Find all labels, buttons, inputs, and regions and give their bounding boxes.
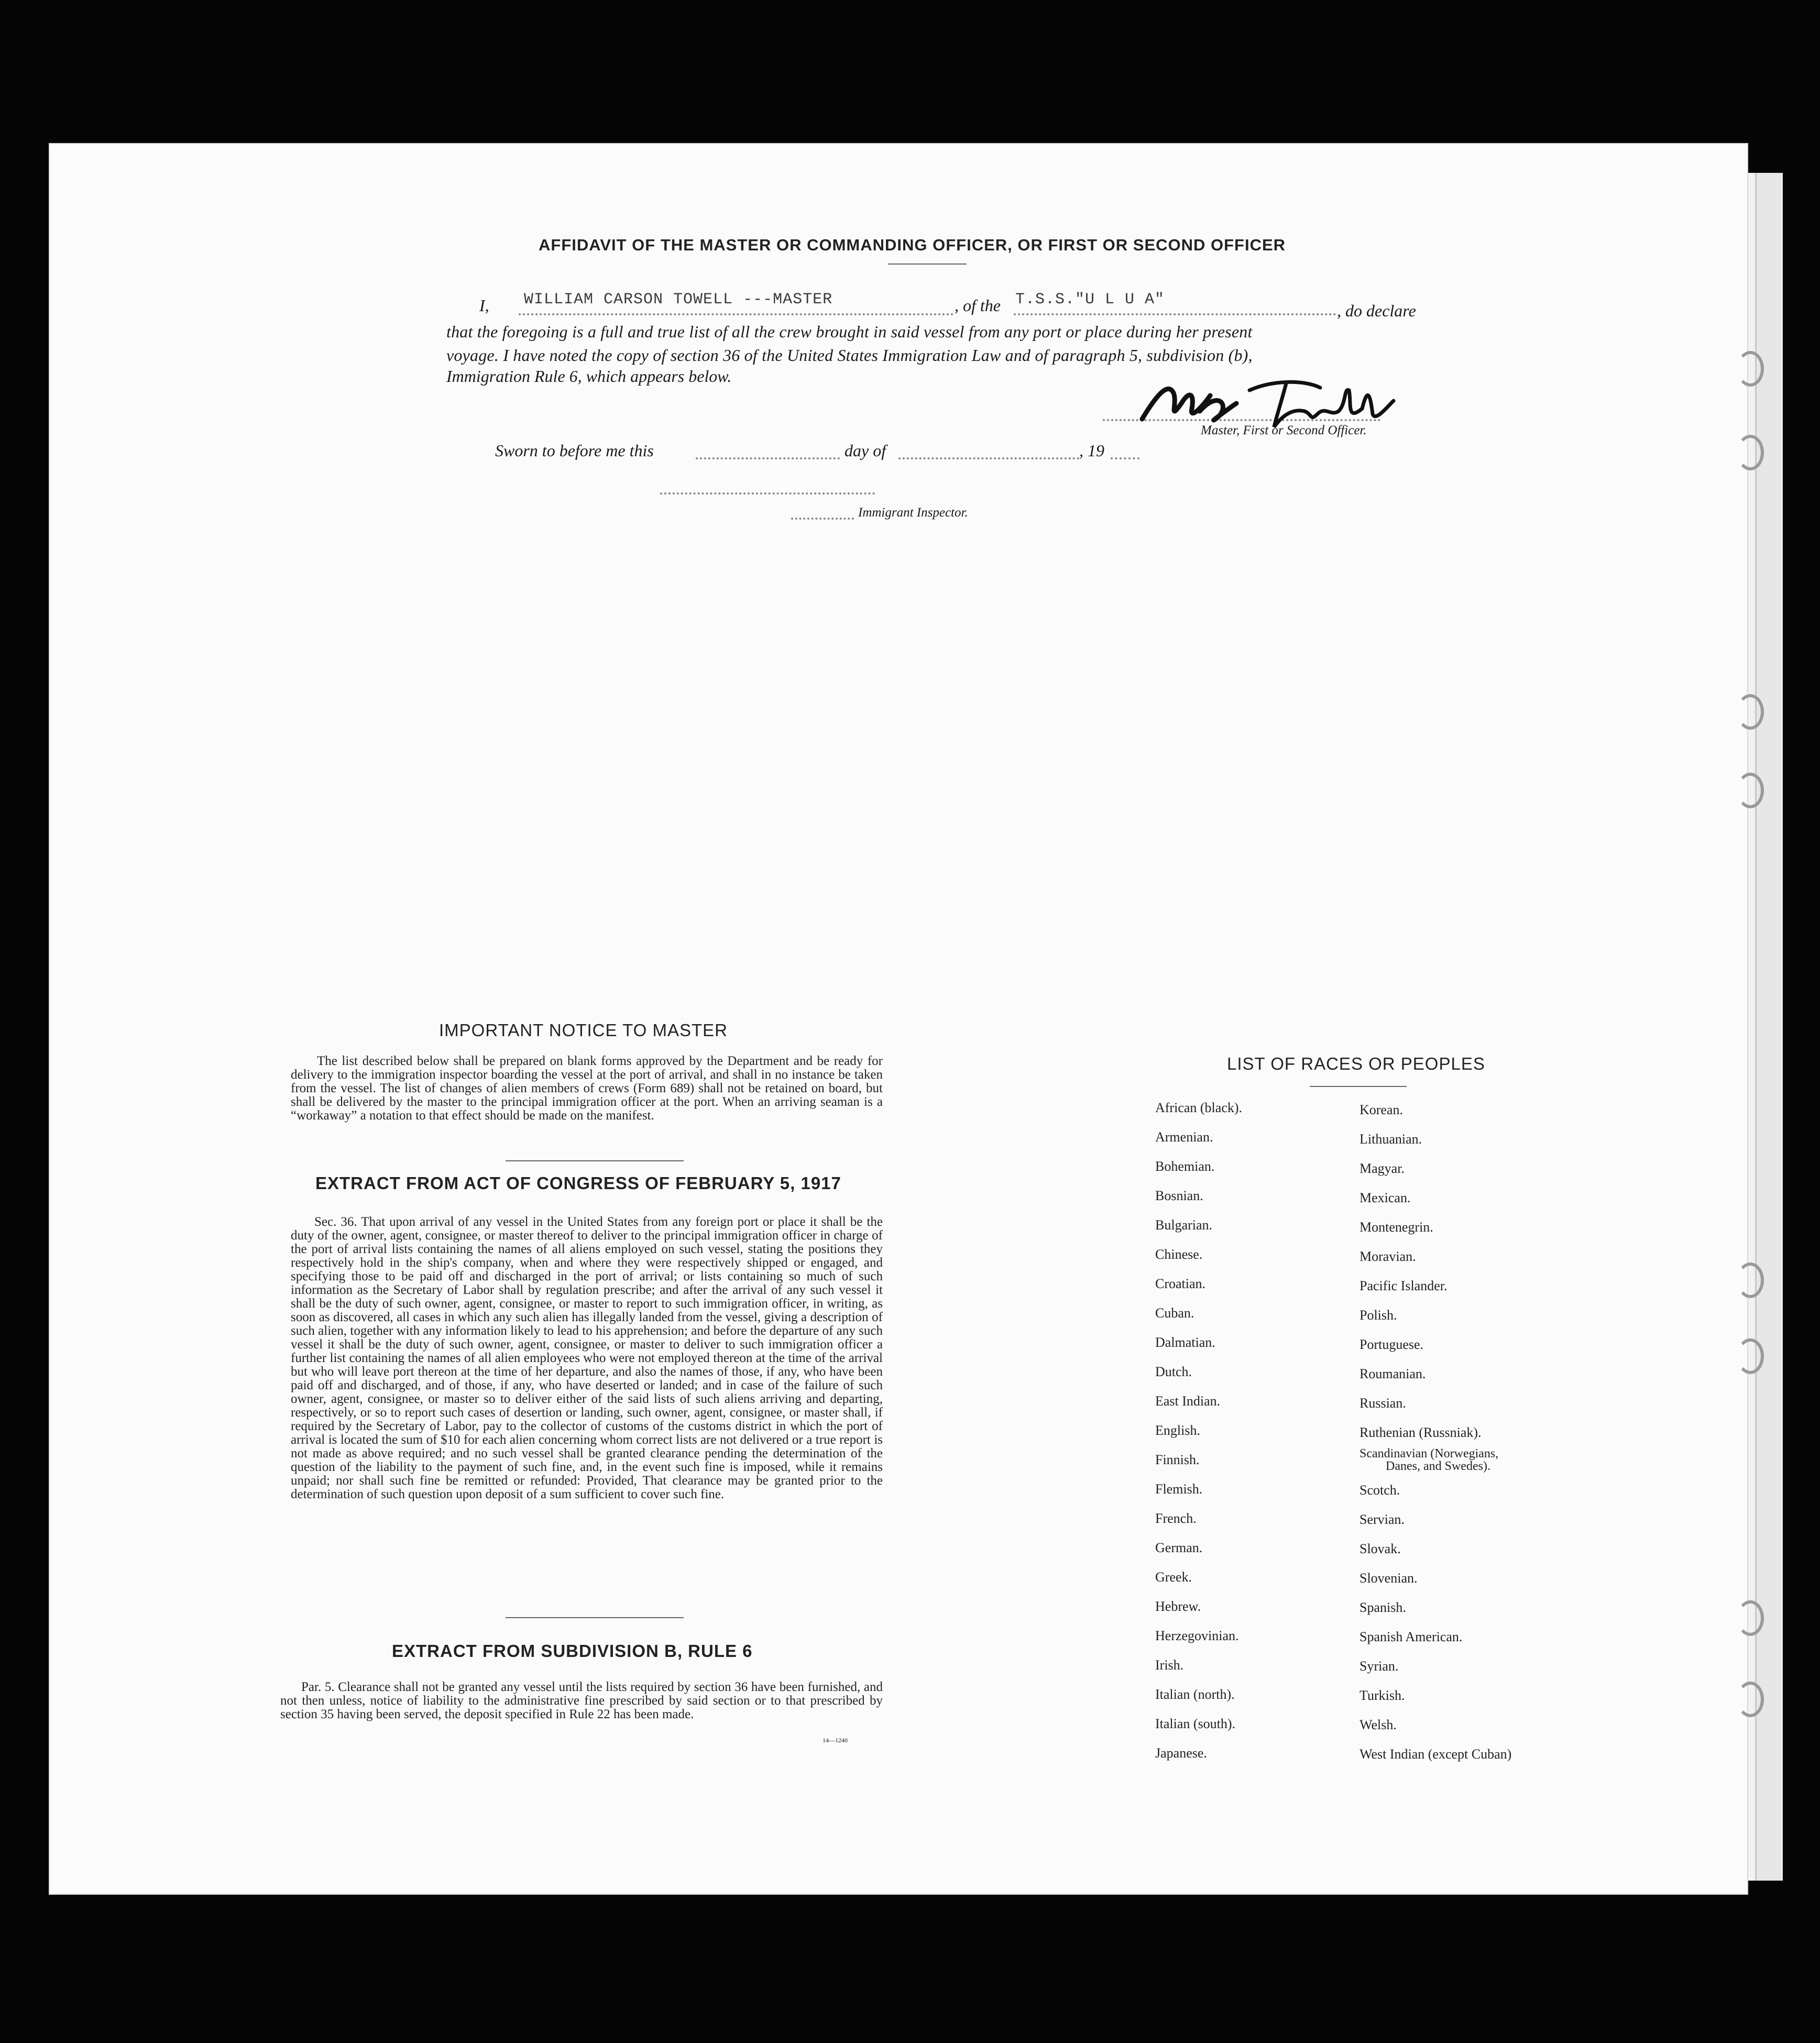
race-item: Japanese. (1155, 1745, 1207, 1761)
race-item: Polish. (1359, 1308, 1397, 1323)
race-item: Spanish American. (1359, 1629, 1463, 1644)
year-prefix: , 19 (1079, 441, 1104, 460)
rule-body: Par. 5. Clearance shall not be granted any vessel until the lists required by section 36 have been furnished, and not then unless, notice of liability to the administrative fine prescribed by said section or to that prescribed by section 35 having been served, the deposit specified in Rule 22 has been made. (280, 1680, 883, 1721)
race-item: Scotch. (1359, 1482, 1400, 1498)
race-item: Slovenian. (1359, 1570, 1418, 1586)
affidavit-title: AFFIDAVIT OF THE MASTER OR COMMANDING OFFICER, OR FIRST OR SECOND OFFICER (539, 236, 1286, 254)
race-item: Cuban. (1155, 1305, 1194, 1321)
declarant-name: WILLIAM CARSON TOWELL ---MASTER (524, 291, 833, 309)
vessel-name: T.S.S."U L U A" (1015, 291, 1165, 309)
divider (888, 263, 967, 265)
binder-hole (1737, 351, 1764, 387)
race-item: Irish. (1155, 1657, 1184, 1673)
race-item: English. (1155, 1423, 1200, 1438)
race-item: French. (1155, 1511, 1197, 1526)
race-item: Magyar. (1359, 1161, 1405, 1176)
divider (1310, 1086, 1407, 1087)
race-item: Welsh. (1359, 1717, 1397, 1732)
declarant-line (519, 313, 953, 315)
race-item: Finnish. (1155, 1452, 1200, 1467)
race-item: Mexican. (1359, 1190, 1411, 1205)
inspector-dots (791, 518, 854, 520)
binder-hole (1737, 1600, 1764, 1636)
races-title: LIST OF RACES OR PEOPLES (1227, 1054, 1485, 1073)
race-item: Greek. (1155, 1569, 1192, 1585)
race-item: Bohemian. (1155, 1159, 1215, 1174)
race-item: Pacific Islander. (1359, 1278, 1448, 1293)
act-body: Sec. 36. That upon arrival of any vessel in the United States from any foreign port or place it shall be the duty of the owner, agent, consignee, or master thereof to deliver to the principal immigration officer in charge of the port of arrival lists containing the names of all aliens employed on such vessel, stating the positions they respectively hold in the ship's company, when and where they were respectively shipped or engaged, and specifying those to be paid off and discharged in the port of arrival; or lists containing so much of such information as the Secretary of Labor shall by regulation prescribe; and after the arrival of any such vessel it shall be the duty of such owner, agent, consignee, or master to report to such immigration officer, in writing, as soon as discovered, all cases in which any such alien has illegally landed from the vessel, giving a description of such alien, together with any information likely to lead to his apprehension; and before the departure of any such vessel it shall be the duty of such owner, agent, consignee, or master to deliver to such immigration officer a further list containing the names of all alien employees who were not employed thereon at the time of the arrival but who will leave port thereon at the time of her departure, and also the names of those, if any, who have been paid off and discharged, and of those, if any, who have deserted or landed; and in case of the failure of such owner, agent, consignee, or master so to deliver either of the said lists of such aliens arriving and departing, respectively, or so to report such cases of desertion or landing, such owner, agent, consignee, or master shall, if required by the Secretary of Labor, pay to the collector of customs of the customs district in which the port of arrival is located the sum of $10 for each alien concerning whom correct lists are not delivered or a true report is not made as above required; and no such vessel shall be granted clearance pending the determination of the question of the liability to the payment of such fine, and, in the event such fine is imposed, while it remains unpaid; nor shall such fine be remitted or refunded: Provided, That clearance may be granted prior to the determination of such question upon deposit of a sum sufficient to cover such fine. (291, 1215, 883, 1501)
race-item: Dalmatian. (1155, 1335, 1215, 1350)
race-item: Lithuanian. (1359, 1132, 1422, 1147)
race-item: Hebrew. (1155, 1599, 1201, 1614)
of-the-text: , of the (955, 296, 1001, 315)
binder-hole (1737, 1338, 1764, 1374)
inspector-caption: Immigrant Inspector. (858, 506, 968, 520)
race-item: Servian. (1359, 1512, 1405, 1527)
signature-caption: Master, First or Second Officer. (1201, 423, 1367, 437)
race-item: Croatian. (1155, 1276, 1206, 1291)
race-item: Montenegrin. (1359, 1220, 1433, 1235)
race-item: Chinese. (1155, 1247, 1203, 1262)
binder-hole (1737, 1262, 1764, 1298)
race-item: German. (1155, 1540, 1203, 1555)
affidavit-line-2: that the foregoing is a full and true list of all the crew brought in said vessel from any port or place during her present (446, 322, 1253, 341)
form-number: 14—1240 (823, 1737, 848, 1744)
binder-hole (1737, 1682, 1764, 1717)
race-item: Italian (north). (1155, 1687, 1235, 1702)
race-item: East Indian. (1155, 1393, 1221, 1409)
binder-hole (1737, 694, 1764, 730)
race-item: Portuguese. (1359, 1337, 1424, 1352)
form-sheet (50, 144, 1747, 1894)
race-item: Spanish. (1359, 1600, 1406, 1615)
race-item: Korean. (1359, 1102, 1404, 1117)
race-item: West Indian (except Cuban) (1359, 1747, 1512, 1762)
binder-hole (1737, 773, 1764, 808)
race-item: Italian (south). (1155, 1716, 1236, 1731)
affidavit-line-3: voyage. I have noted the copy of section 36 of the United States Immigration Law and of paragraph 5, subdivision (b), (446, 346, 1253, 365)
divider (506, 1617, 684, 1618)
race-item: Slovak. (1359, 1541, 1401, 1556)
race-item: Scandinavian (Norwegians, (1359, 1447, 1499, 1460)
sworn-day-line (696, 457, 840, 459)
sworn-year-line (1111, 457, 1139, 459)
race-item-continuation: Danes, and Swedes). (1386, 1459, 1490, 1473)
declarant-prefix: I, (479, 296, 489, 315)
sworn-text: Sworn to before me this (495, 441, 654, 460)
race-item: Moravian. (1359, 1249, 1416, 1264)
vessel-line (1014, 313, 1336, 315)
race-item: Syrian. (1359, 1658, 1399, 1674)
race-item: Russian. (1359, 1396, 1406, 1411)
sworn-month-line (898, 457, 1079, 459)
race-item: Turkish. (1359, 1688, 1405, 1703)
divider (506, 1160, 684, 1161)
race-item: Flemish. (1155, 1481, 1203, 1497)
affidavit-line-4: Immigration Rule 6, which appears below. (446, 367, 732, 386)
race-item: Roumanian. (1359, 1366, 1426, 1381)
race-item: African (black). (1155, 1100, 1243, 1115)
race-item: Bulgarian. (1155, 1217, 1213, 1233)
do-declare-text: , do declare (1337, 301, 1416, 320)
race-item: Dutch. (1155, 1364, 1192, 1379)
binder-hole (1737, 435, 1764, 470)
notice-body: The list described below shall be prepared on blank forms approved by the Department and be ready for delivery to the immigration inspector boarding the vessel at the port of arrival, and shall in no instance be taken from the vessel. The list of changes of alien members of crews (Form 689) shall not be retained on board, but shall be delivered by the master to the principal immigration officer at the port. When an arriving seaman is a “workaway” a notation to that effect should be made on the manifest. (291, 1054, 883, 1123)
rule-title: EXTRACT FROM SUBDIVISION B, RULE 6 (392, 1641, 753, 1661)
race-item: Armenian. (1155, 1129, 1213, 1145)
inspector-line (660, 492, 875, 495)
day-of-text: day of (845, 441, 886, 460)
race-item: Ruthenian (Russniak). (1359, 1425, 1482, 1440)
race-item: Bosnian. (1155, 1188, 1203, 1203)
race-item: Herzegovinian. (1155, 1628, 1239, 1643)
act-title: EXTRACT FROM ACT OF CONGRESS OF FEBRUARY 5, 1917 (315, 1173, 841, 1193)
notice-title: IMPORTANT NOTICE TO MASTER (439, 1020, 728, 1040)
